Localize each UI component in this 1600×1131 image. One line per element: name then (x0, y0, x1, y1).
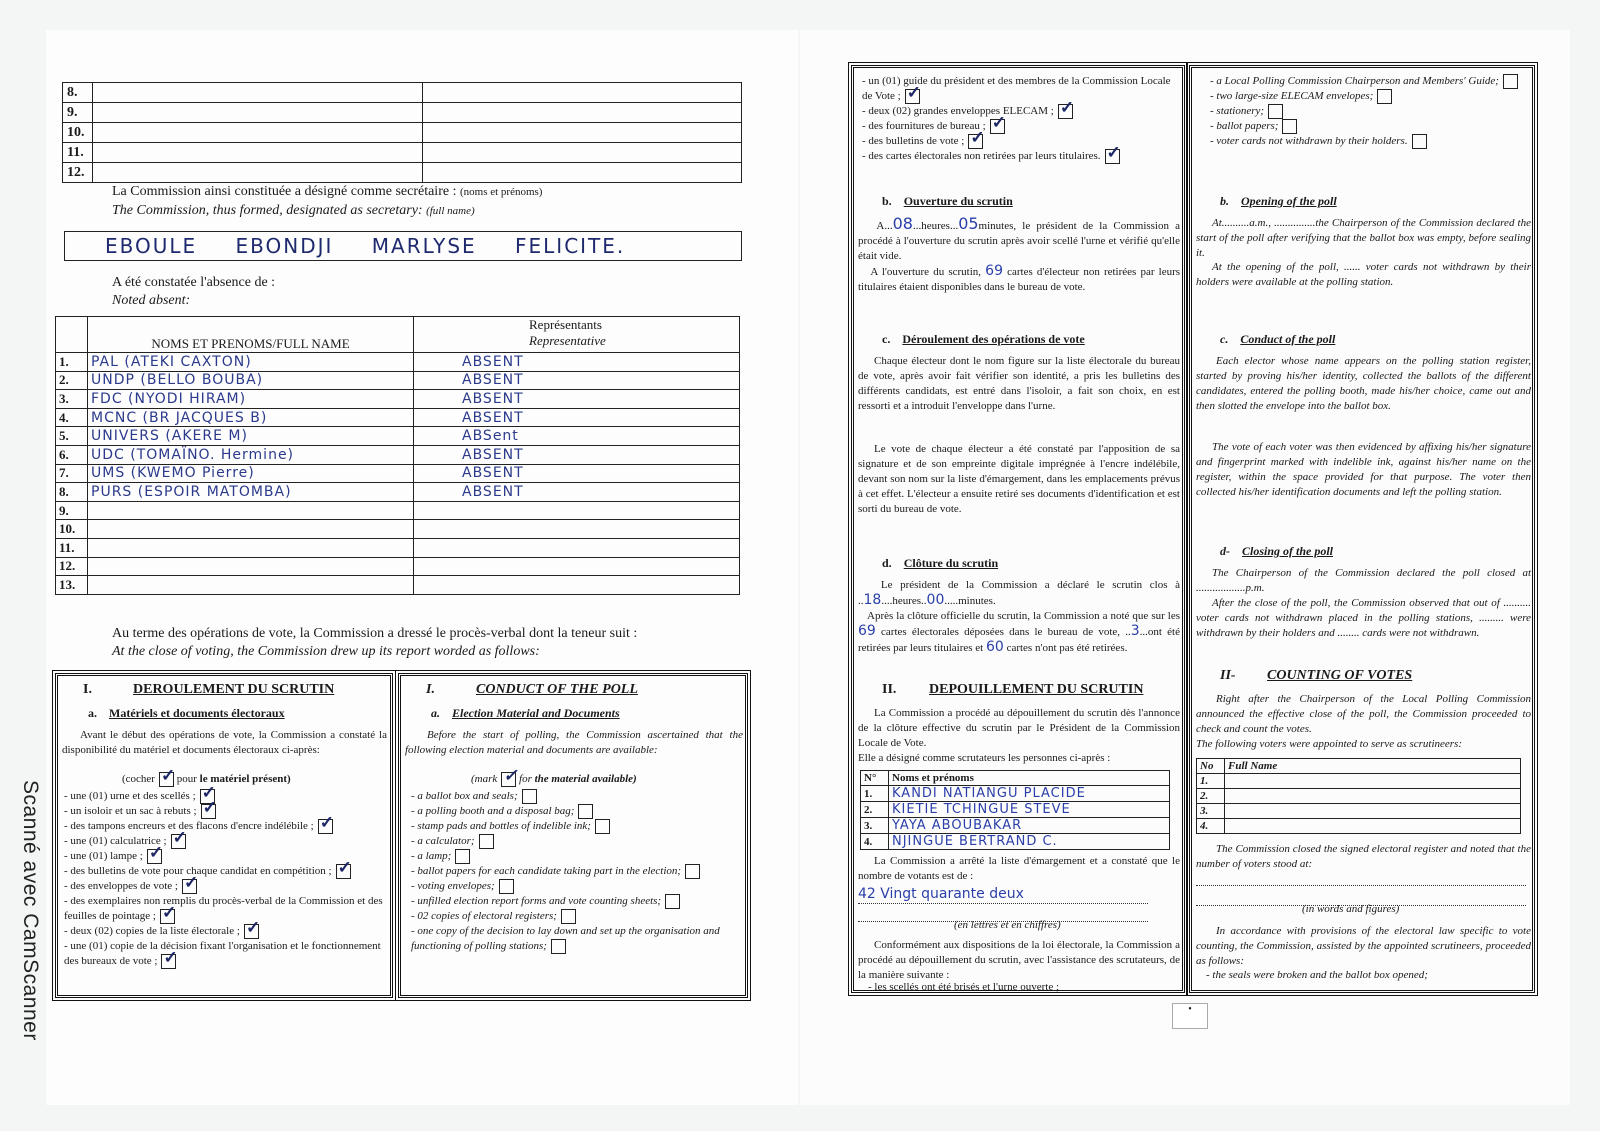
party-name-cell: UNIVERS (AKERE M) (88, 427, 414, 446)
check-instruction: (mark ✓ for the material available) (471, 772, 637, 787)
cards-withdrawn-value: 3 (1130, 623, 1140, 639)
checkbox-checked-icon[interactable] (905, 89, 920, 104)
counting-paragraph-5: - the seals were broken and the ballot box opened; (1206, 969, 1428, 981)
counting-paragraph-3: La Commission a arrêté la liste d'émargement et a constaté que le nombre de votants est de : (858, 855, 1180, 882)
checklist-item: - une (01) lampe ;✓ (64, 849, 389, 864)
representative-cell (414, 520, 740, 539)
checklist-item: - une (01) copie de la décision fixant l'organisation et le fonctionnement des bureaux de vote ;✓ (64, 939, 389, 969)
materials-checklist-en-continued (1210, 74, 1530, 149)
checkbox-empty-icon[interactable] (479, 834, 494, 849)
table-row: 4. NJINGUE BERTRAND C. (861, 834, 1170, 850)
opening-minutes-value: 05 (958, 214, 979, 233)
counting-paragraph-1: Right after the Chairperson of the Local Polling Commission announced the effective close of the poll, the Commission proceeded to check and count the votes. (1196, 693, 1531, 735)
opening-paragraph: A...08...heures...05minutes, le président de la Commission a procédé à l'ouverture du scrutin après avoir scellé l'urne et vérifié qu'elle était vide. A l'ouverture du scrutin, 69 cartes d'électeur non retirées par leurs titulaires étaient disponibles dans le bureau de vote. (858, 214, 1181, 293)
checkbox-checked-icon[interactable] (160, 909, 175, 924)
counting-paragraph-4: In accordance with provisions of the electoral law specific to vote counting, the Commission, assisted by the appointed scrutineers, proceeded as follows: (1196, 925, 1531, 967)
table-row: 7. UMS (KWEMO Pierre) ABSENT (56, 464, 740, 483)
checkbox-empty-icon[interactable] (561, 909, 576, 924)
subsection-title-conduct: Conduct of the poll (1240, 332, 1336, 346)
voters-count-handwritten: 42 Vingt quarante deux (858, 886, 1148, 904)
conduct-paragraph-1: Chaque électeur dont le nom figure sur la liste électorale du bureau de vote, après avoir fait vérifier son identité, a pris les bulletins des différents candidats, est entré dans l'isoloir, a fait son choix, en est ressorti et a introduit l'enveloppe dans l'urne. (858, 355, 1180, 412)
checklist-item: - stationery; (1210, 104, 1530, 119)
table-row: 12. (63, 163, 742, 183)
section-title: DEROULEMENT DU SCRUTIN (133, 682, 335, 697)
opening-paragraph-1: At..........a.m., ...............the Chairperson of the Commission declared the start of the poll after verifying that the ballot box was empty, before sealing it. (1196, 217, 1531, 259)
checklist-item: - voter cards not withdrawn by their holders. (1210, 134, 1530, 149)
table-row: 1. KANDI NATIANGU PLACIDE (861, 786, 1170, 802)
checklist-item: - des tampons encreurs et des flacons d'encre indélébile ;✓ (64, 819, 389, 834)
commission-members-table-continued (62, 82, 742, 183)
subsection-title-opening: Ouverture du scrutin (903, 194, 1013, 208)
opening-hours-value: 08 (892, 214, 913, 233)
table-row: 1. (1197, 774, 1521, 789)
checklist-item: - des enveloppes de vote ;✓ (64, 879, 389, 894)
scrutineer-name-cell: KANDI NATIANGU PLACIDE (889, 786, 1170, 802)
checklist-item: - un (01) guide du président et des membres de la Commission Locale de Vote ;✓ (862, 74, 1182, 104)
party-name-cell: PURS (ESPOIR MATOMBA) (88, 483, 414, 502)
checklist-item: - a calculator; (411, 834, 746, 849)
section-title-counting: DEPOUILLEMENT DU SCRUTIN (929, 682, 1144, 697)
table-row: 1. PAL (ATEKI CAXTON) ABSENT (56, 353, 740, 372)
subsection-title-closing: Clôture du scrutin (903, 556, 999, 570)
column-header-full-name: NOMS ET PRENOMS/FULL NAME (88, 317, 414, 353)
checklist-item: - stamp pads and bottles of indelible ink; (411, 819, 746, 834)
subsection-title: Matériels et documents électoraux (109, 706, 285, 720)
cards-deposited-value: 69 (858, 623, 876, 639)
subsection-title-conduct: Déroulement des opérations de vote (902, 332, 1085, 346)
counting-paragraph-1: La Commission a procédé au dépouillement du scrutin dès l'annonce de la clôture effective du scrutin par le Président de la Commission Locale de Vote. (858, 707, 1180, 749)
representative-cell: ABSENT (414, 464, 740, 483)
section-title: CONDUCT OF THE POLL (476, 682, 638, 697)
party-name-cell: UDC (TOMAÏNO. Hermine) (88, 445, 414, 464)
report-intro-fr: Au terme des opérations de vote, la Commission a dressé le procès-verbal dont la teneur suit : (112, 626, 638, 641)
checklist-item: - one copy of the decision to lay down and set up the organisation and functioning of polling stations; (411, 925, 720, 953)
absent-parties-table (55, 316, 740, 595)
representative-cell: ABSENT (414, 483, 740, 502)
conduct-paragraph-1: Each elector whose name appears on the polling station register, started by proving his/her identity, collected the ballots of the different candidates, entered the polling booth, made his/her choice, came out and then slotted the envelope into the ballot box. (1196, 355, 1531, 412)
subsection-title: Election Material and Documents (452, 706, 620, 720)
representative-cell: ABSENT (414, 390, 740, 409)
representative-cell (414, 557, 740, 576)
counting-paragraph-5: - les scellés ont été brisés et l'urne ouverte ; (868, 981, 1060, 993)
column-header-representative: Représentants Representative (414, 317, 740, 353)
checkbox-empty-icon[interactable] (665, 894, 680, 909)
page-corner-mark: • (1172, 1003, 1208, 1029)
checklist-item: - a ballot box and seals; (411, 789, 746, 804)
representative-cell (414, 576, 740, 595)
secretary-label-en: The Commission, thus formed, designated as secretary: (full name) (112, 203, 475, 218)
checkbox-checked-icon[interactable] (990, 119, 1005, 134)
checklist-item: - deux (02) copies de la liste électorale ;✓ (64, 924, 389, 939)
representative-cell: ABSent (414, 427, 740, 446)
materials-intro: Before the start of polling, the Commission ascertained that the following election material and documents are available: (405, 729, 743, 756)
checklist-item: - des bulletins de vote pour chaque candidat en compétition ;✓ (64, 864, 389, 879)
report-intro-en: At the close of voting, the Commission drew up its report worded as follows: (112, 644, 540, 659)
table-row: 8. PURS (ESPOIR MATOMBA) ABSENT (56, 483, 740, 502)
checkbox-empty-icon[interactable] (499, 879, 514, 894)
party-name-cell (88, 576, 414, 595)
checkbox-example-icon (159, 772, 174, 787)
opening-cards-count: 69 (985, 263, 1003, 279)
counting-paragraph-3: The Commission closed the signed electoral register and noted that the number of voters stood at: (1196, 843, 1531, 870)
counting-paragraph-2: Elle a désigné comme scrutateurs les personnes ci-après : (858, 752, 1111, 764)
checkbox-checked-icon[interactable] (968, 134, 983, 149)
table-row: 2. UNDP (BELLO BOUBA) ABSENT (56, 371, 740, 390)
french-column-box: - un (01) guide du président et des membres de la Commission Locale de Vote ;✓ - deux (02) grandes enveloppes ELECAM ;✓ - des fournitures de bureau ;✓ - des bulletins de vote ;✓ - des cartes électorales non retirées par leurs titulaires.✓ b. Ouverture du scrutin A...08...heures...05minutes, le président de la Commission a procédé à l'ouverture du scrutin après avoir scellé l'urne et vérifié qu'elle était vide. A l'ouverture du scrutin, 69 cartes d'électeur non retirées par leurs titulaires étaient disponibles dans le bureau de vote. c. Déroulement des opérations de vote Chaque électeur dont le nom figure sur la liste électorale du bureau de vote, après avoir fait vérifier son identité, a pris les bulletins des différents candidats, est entré dans l'isoloir, a fait son choix, en est ressorti et a introduit l'enveloppe dans l'urne. Le vote de chaque électeur a été constaté par l'apposition de sa signature et de son empreinte digitale imprégnée à l'encre indélébile, devant son nom sur la liste d'émargement, dans les emplacements prévus à cet effet. L'électeur a ensuite retiré ses documents d'identification et est sorti du bureau de vote. d. Clôture du scrutin Le président de la Commission a déclaré le scrutin clos à ..18....heures..00.....minutes. Après la clôture officielle du scrutin, la Commission a noté que sur les 69 cartes électorales déposées dans le bureau de vote, ..3...ont été retirées par leurs titulaires et 60 cartes n'ont pas été retirées. II. DEPOUILLEMENT DU SCRUTIN La Commission a procédé au dépouillement du scrutin dès l'annonce de la clôture effective du scrutin par le Président de la Commission Locale de Vote. Elle a désigné comme scrutateurs les personnes ci-après : N° Noms et prénoms 1. KANDI NATIANGU PLACIDE 2. KIETIE TCHINGUE STEVE 3. YAYA ABOUBAKAR 4. NJINGUE BERTRAND C. La Commission a arrêté la liste d'émargement et a constaté que le nombre de votants est de : 42 Vingt quarante deux (en lettres et en chiffres) Conformément aux dispositions de la loi électorale, la Commission a procédé au dépouillement du scrutin, avec l'assistance des scrutateurs, de la manière suivante : - les scellés ont été brisés et l'urne ouverte ; (851, 65, 1185, 993)
checkbox-empty-icon[interactable] (1377, 89, 1392, 104)
section-conduct-fr-box: I. DEROULEMENT DU SCRUTIN a. Matériels et documents électoraux Avant le début des opérations de vote, la Commission a constaté la disponibilité du matériel et documents électoraux ci-après: (cocher ✓ pour le matériel présent) - une (01) urne et des scellés ;✓ - un isoloir et un sac à rebuts ;✓ - des tampons encreurs et des flacons d'encre indélébile ;✓ - une (01) calculatrice ;✓ - une (01) lampe ;✓ - des bulletins de vote pour chaque candidat en compétition ;✓ - des enveloppes de vote ;✓ - des exemplaires non remplis du procès-verbal de la Commission et des feuilles de pointage ;✓ - deux (02) copies de la liste électorale ;✓ - une (01) copie de la décision fixant l'organisation et le fonctionnement des bureaux de vote ;✓ (55, 673, 393, 998)
checkbox-empty-icon[interactable] (551, 939, 566, 954)
scrutineer-name-cell (1225, 804, 1521, 819)
english-column-box: - a Local Polling Commission Chairperson and Members' Guide; - two large-size ELECAM envelopes; - stationery; - ballot papers; - voter cards not withdrawn by their holders. b. Opening of the poll At..........a.m., ...............the Chairperson of the Commission declared the start of the poll after verifying that the ballot box was empty, before sealing it. At the opening of the poll, ...... voter cards not withdrawn by their holders were available at the polling station. c. Conduct of the poll Each elector whose name appears on the polling station register, started by proving his/her identity, collected the ballots of the different candidates, entered the polling booth, made his/her choice, came out and then slotted the envelope into the ballot box. The vote of each voter was then evidenced by affixing his/her signature and fingerprint marked with indelible ink, against his/her name on the register, within the space provided for that purpose. The voter then collected his/her identification documents and left the polling station. d- Closing of the poll The Chairperson of the Commission declared the poll closed at ..................p.m. After the close of the poll, the Commission observed that out of .......... voter cards not withdrawn placed in the polling stations, ......... were withdrawn by their holders and ........ cards were not withdrawn. II- COUNTING OF VOTES Right after the Chairperson of the Local Polling Commission announced the effective close of the poll, the Commission proceeded to check and count the votes. The following voters were appointed to serve as scrutineers: No Full Name 1. 2. 3. 4. The Commission closed the signed electoral register and noted that the number of voters stood at: (in words and figures) In accordance with provisions of the electoral law specific to vote counting, the Commission, assisted by the appointed scrutineers, proceeded as follows: - the seals were broken and the ballot box opened; (1189, 65, 1535, 993)
materials-intro: Avant le début des opérations de vote, la Commission a constaté la disponibilité du matériel et documents électoraux ci-après: (62, 729, 387, 756)
table-row: 3. YAYA ABOUBAKAR (861, 818, 1170, 834)
table-row: 11. (63, 143, 742, 163)
checkbox-empty-icon[interactable] (1412, 134, 1427, 149)
checkbox-empty-icon[interactable] (1268, 104, 1283, 119)
closing-paragraph-1: The Chairperson of the Commission declared the poll closed at ..................p.m. (1196, 567, 1531, 594)
table-row: 8. (63, 83, 742, 103)
checklist-item: - une (01) urne et des scellés ;✓ (64, 789, 389, 804)
materials-checklist-fr (64, 789, 389, 969)
party-name-cell (88, 538, 414, 557)
checklist-item: - unfilled election report forms and vote counting sheets; (411, 894, 746, 909)
counting-paragraph-2: The following voters were appointed to serve as scrutineers: (1196, 738, 1463, 750)
party-name-cell: UNDP (BELLO BOUBA) (88, 371, 414, 390)
scrutineer-name-cell: YAYA ABOUBAKAR (889, 818, 1170, 834)
section-title-counting: COUNTING OF VOTES (1267, 668, 1413, 683)
checklist-item: - a lamp; (411, 849, 746, 864)
checklist-item: - des bulletins de vote ;✓ (862, 134, 1182, 149)
checkbox-empty-icon[interactable] (595, 819, 610, 834)
checkbox-empty-icon[interactable] (522, 789, 537, 804)
checklist-item: - a polling booth and a disposal bag; (411, 804, 746, 819)
table-header-row: N° Noms et prénoms (861, 771, 1170, 786)
checkbox-empty-icon[interactable] (1282, 119, 1297, 134)
party-name-cell (88, 520, 414, 539)
checklist-item: - un isoloir et un sac à rebuts ;✓ (64, 804, 389, 819)
checklist-item: - a Local Polling Commission Chairperson and Members' Guide; (1210, 74, 1530, 89)
table-row: 2. KIETIE TCHINGUE STEVE (861, 802, 1170, 818)
checklist-item: - 02 copies of electoral registers; (411, 909, 746, 924)
materials-checklist-en (411, 789, 746, 954)
representative-cell (414, 501, 740, 520)
voters-count-field[interactable] (858, 886, 1148, 922)
words-figures-note: (in words and figures) (1302, 903, 1400, 915)
subsection-title-opening: Opening of the poll (1241, 194, 1337, 208)
checkbox-checked-icon[interactable] (161, 954, 176, 969)
check-instruction: (cocher ✓ pour le matériel présent) (122, 772, 291, 787)
conduct-paragraph-2: The vote of each voter was then evidenced by affixing his/her signature and fingerprint marked with indelible ink, against his/her name on the register, within the space provided for that purpose. The voter then collected his/her identification documents and left the polling station. (1196, 441, 1531, 498)
checkbox-checked-icon[interactable] (182, 879, 197, 894)
checkbox-checked-icon[interactable] (318, 819, 333, 834)
checkbox-empty-icon[interactable] (455, 849, 470, 864)
scrutineer-name-cell (1225, 819, 1521, 834)
table-row: 11. (56, 538, 740, 557)
closing-hours-value: 18 (863, 592, 882, 608)
scrutineers-table-fr (860, 770, 1170, 850)
scrutineer-name-cell (1225, 789, 1521, 804)
cards-not-withdrawn-value: 60 (985, 639, 1004, 655)
closing-minutes-value: 00 (926, 592, 945, 608)
checklist-item: - ballot papers; (1210, 119, 1530, 134)
table-row: 6. UDC (TOMAÏNO. Hermine) ABSENT (56, 445, 740, 464)
checkbox-checked-icon[interactable] (201, 804, 216, 819)
closing-paragraph-2: After the close of the poll, the Commission observed that out of .......... voter cards not withdrawn placed in the polling stations, ......... were withdrawn by their holders and ........ cards were not withdrawn. (1196, 597, 1531, 639)
checklist-item: - ballot papers for each candidate taking part in the election; (411, 864, 746, 879)
party-name-cell: PAL (ATEKI CAXTON) (88, 353, 414, 372)
table-row: 3. (1197, 804, 1521, 819)
conduct-paragraph-2: Le vote de chaque électeur a été constaté par l'apposition de sa signature et de son empreinte digitale imprégnée à l'encre indélébile, devant son nom sur la liste d'émargement, dans les emplacements prévus à cet effet. L'électeur a ensuite retiré ses documents d'identification et est sorti du bureau de vote. (858, 443, 1180, 515)
checkbox-checked-icon[interactable] (1105, 149, 1120, 164)
checkbox-checked-icon[interactable] (336, 864, 351, 879)
materials-checklist-fr-continued (862, 74, 1182, 164)
table-header-row (56, 317, 740, 353)
table-row: 9. (56, 501, 740, 520)
checklist-item: - des cartes électorales non retirées par leurs titulaires.✓ (862, 149, 1182, 164)
party-name-cell (88, 501, 414, 520)
subsection-title-closing: Closing of the poll (1242, 544, 1334, 558)
checkbox-checked-icon[interactable] (1058, 104, 1073, 119)
table-row: 10. (63, 123, 742, 143)
scrutineers-table-en (1196, 758, 1521, 834)
table-row: 5. UNIVERS (AKERE M) ABSent (56, 427, 740, 446)
table-row: 4. MCNC (BR JACQUES B) ABSENT (56, 408, 740, 427)
secretary-name-field[interactable] (64, 231, 742, 261)
checklist-item: - une (01) calculatrice ;✓ (64, 834, 389, 849)
checklist-item: - two large-size ELECAM envelopes; (1210, 89, 1530, 104)
party-name-cell (88, 557, 414, 576)
section-conduct-en-box: I. CONDUCT OF THE POLL a. Election Material and Documents Before the start of polling, the Commission ascertained that the following election material and documents are available: (mark ✓ for the material available) - a ballot box and seals; - a polling booth and a disposal bag; - stamp pads and bottles of indelible ink; - a calculator; - a lamp; - ballot papers for each candidate taking part in the election; - voting envelopes; - unfilled election report forms and vote counting sheets; - 02 copies of electoral registers; - one copy of the decision to lay down and set up the organisation and functioning of polling stations; (398, 673, 748, 998)
checkbox-empty-icon[interactable] (578, 804, 593, 819)
party-name-cell: MCNC (BR JACQUES B) (88, 408, 414, 427)
scrutineer-name-cell: NJINGUE BERTRAND C. (889, 834, 1170, 850)
absent-label-en: Noted absent: (112, 293, 191, 308)
party-name-cell: FDC (NYODI HIRAM) (88, 390, 414, 409)
table-header-row: No Full Name (1197, 759, 1521, 774)
secretary-name-handwritten: EBOULE EBONDJI MARLYSE FELICITE. (105, 234, 626, 258)
table-row: 12. (56, 557, 740, 576)
absent-label-fr: A été constatée l'absence de : (112, 275, 276, 290)
checklist-item: - des exemplaires non remplis du procès-verbal de la Commission et des feuilles de pointage ;✓ (64, 894, 389, 924)
checkbox-checked-icon[interactable] (147, 849, 162, 864)
secretary-label-fr: La Commission ainsi constituée a désigné comme secrétaire : (noms et prénoms) (112, 184, 543, 199)
table-row: 10. (56, 520, 740, 539)
scrutineer-name-cell (1225, 774, 1521, 789)
table-row: 9. (63, 103, 742, 123)
checklist-item: - des fournitures de bureau ;✓ (862, 119, 1182, 134)
checklist-item: - deux (02) grandes enveloppes ELECAM ;✓ (862, 104, 1182, 119)
representative-cell (414, 538, 740, 557)
table-row: 13. (56, 576, 740, 595)
table-row: 3. FDC (NYODI HIRAM) ABSENT (56, 390, 740, 409)
words-figures-note: (en lettres et en chiffres) (954, 919, 1061, 931)
checkbox-example-icon (501, 772, 516, 787)
checkbox-checked-icon[interactable] (244, 924, 259, 939)
representative-cell: ABSENT (414, 408, 740, 427)
representative-cell: ABSENT (414, 371, 740, 390)
checkbox-empty-icon[interactable] (1503, 74, 1518, 89)
party-name-cell: UMS (KWEMO Pierre) (88, 464, 414, 483)
closing-paragraph: Le président de la Commission a déclaré le scrutin clos à ..18....heures..00.....minutes. Après la clôture officielle du scrutin, la Commission a noté que sur les 69 cartes électorales déposées dans le bureau de vote, ..3...ont été retirées par leurs titulaires et 60 cartes n'ont pas été retirées. (858, 579, 1181, 655)
checkbox-empty-icon[interactable] (685, 864, 700, 879)
checkbox-checked-icon[interactable] (171, 834, 186, 849)
checklist-item: - voting envelopes; (411, 879, 746, 894)
camscanner-watermark: Scanné avec CamScanner (19, 780, 42, 1041)
table-row: 2. (1197, 789, 1521, 804)
scrutineer-name-cell: KIETIE TCHINGUE STEVE (889, 802, 1170, 818)
counting-paragraph-4: Conformément aux dispositions de la loi électorale, la Commission a procédé au dépouillement du scrutin, avec l'assistance des scrutateurs, de la manière suivante : (858, 939, 1180, 981)
representative-cell: ABSENT (414, 445, 740, 464)
representative-cell: ABSENT (414, 353, 740, 372)
opening-paragraph-2: At the opening of the poll, ...... voter cards not withdrawn by their holders were available at the polling station. (1196, 261, 1531, 288)
table-row: 4. (1197, 819, 1521, 834)
